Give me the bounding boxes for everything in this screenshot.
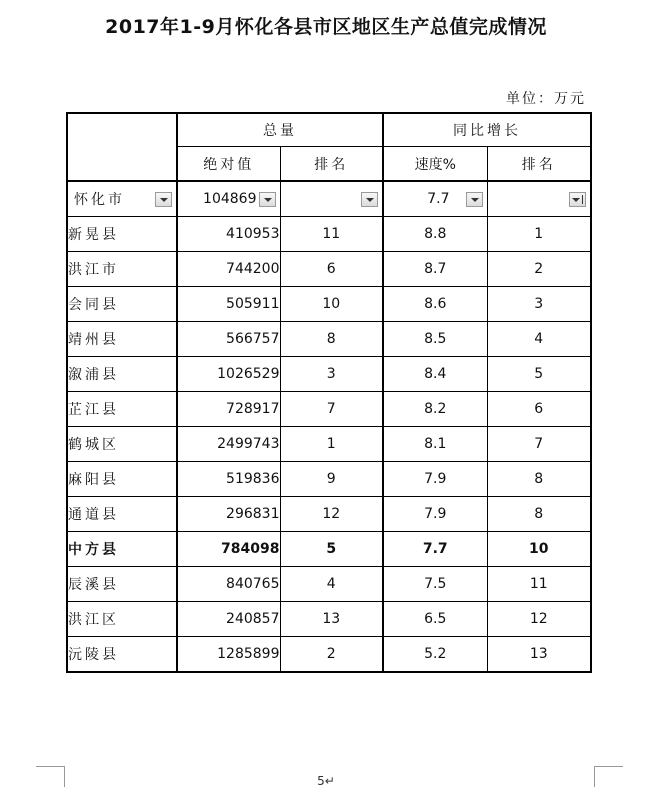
growth-rank: 5 [487,357,591,392]
rank-value: 8 [280,322,383,357]
absolute-value: 1026529 [177,357,280,392]
region-name: 洪江市 [67,252,177,287]
summary-name: 怀化市 [74,192,125,208]
growth-speed: 8.6 [383,287,487,322]
growth-rank: 8 [487,497,591,532]
table-row [67,357,591,392]
table-row [67,217,591,252]
sort-dropdown-icon[interactable] [569,192,586,207]
table-row [67,287,591,322]
rank-value: 11 [280,217,383,252]
summary-rank-cell [280,181,383,217]
region-name: 麻阳县 [67,462,177,497]
absolute-value: 505911 [177,287,280,322]
growth-rank: 3 [487,287,591,322]
header-corner-cell [67,113,177,181]
growth-speed: 8.5 [383,322,487,357]
growth-speed: 8.7 [383,252,487,287]
absolute-value: 566757 [177,322,280,357]
region-name: 芷江县 [67,392,177,427]
absolute-value: 744200 [177,252,280,287]
table-row [67,462,591,497]
absolute-value: 410953 [177,217,280,252]
header-total: 总量 [177,113,383,147]
absolute-value: 784098 [177,532,280,567]
header-rank-growth: 排名 [487,147,591,182]
region-name: 新晃县 [67,217,177,252]
absolute-value: 840765 [177,567,280,602]
growth-speed: 7.7 [383,532,487,567]
region-name: 鹤城区 [67,427,177,462]
table-row [67,427,591,462]
growth-rank: 7 [487,427,591,462]
table-row [67,252,591,287]
table-row [67,602,591,637]
rank-value: 12 [280,497,383,532]
rank-value: 9 [280,462,383,497]
rank-value: 5 [280,532,383,567]
growth-rank: 11 [487,567,591,602]
summary-absolute-cell [177,181,280,217]
summary-speed: 7.7 [427,191,450,207]
header-absolute: 绝对值 [177,147,280,182]
rank-value: 6 [280,252,383,287]
growth-speed: 7.9 [383,462,487,497]
table-row [67,637,591,673]
rank-value: 2 [280,637,383,673]
growth-rank: 1 [487,217,591,252]
growth-speed: 7.5 [383,567,487,602]
table-row [67,392,591,427]
region-name: 沅陵县 [67,637,177,673]
absolute-value: 519836 [177,462,280,497]
filter-dropdown-icon[interactable] [466,192,483,207]
rank-value: 4 [280,567,383,602]
gdp-table [66,112,592,673]
filter-dropdown-icon[interactable] [259,192,276,207]
filter-dropdown-icon[interactable] [361,192,378,207]
page-title: 2017年1-9月怀化各县市区地区生产总值完成情况 [105,16,547,38]
growth-rank: 13 [487,637,591,673]
table-row [67,567,591,602]
filter-dropdown-icon[interactable] [155,192,172,207]
region-name: 辰溪县 [67,567,177,602]
absolute-value: 296831 [177,497,280,532]
header-speed: 速度% [383,147,487,182]
table-row [67,322,591,357]
summary-row [67,181,591,217]
header-growth: 同比增长 [383,113,591,147]
region-name: 洪江区 [67,602,177,637]
growth-speed: 8.8 [383,217,487,252]
region-name: 溆浦县 [67,357,177,392]
unit-label: 单位：万元 [506,91,586,107]
table-row [67,532,591,567]
region-name: 靖州县 [67,322,177,357]
rank-value: 1 [280,427,383,462]
summary-name-cell [67,181,177,217]
growth-rank: 4 [487,322,591,357]
region-name: 会同县 [67,287,177,322]
region-name: 通道县 [67,497,177,532]
growth-speed: 7.9 [383,497,487,532]
rank-value: 10 [280,287,383,322]
growth-rank: 2 [487,252,591,287]
growth-speed: 8.4 [383,357,487,392]
growth-rank: 8 [487,462,591,497]
header-row-1 [67,113,591,147]
summary-speed-cell [383,181,487,217]
absolute-value: 2499743 [177,427,280,462]
page-number: 5↵ [317,774,335,788]
summary-rank-growth-cell [487,181,591,217]
growth-speed: 6.5 [383,602,487,637]
rank-value: 7 [280,392,383,427]
growth-rank: 10 [487,532,591,567]
rank-value: 3 [280,357,383,392]
absolute-value: 728917 [177,392,280,427]
region-name: 中方县 [67,532,177,567]
growth-rank: 12 [487,602,591,637]
header-rank: 排名 [280,147,383,182]
table-row [67,497,591,532]
summary-absolute: 104869 [203,191,257,207]
rank-value: 13 [280,602,383,637]
growth-speed: 5.2 [383,637,487,673]
growth-rank: 6 [487,392,591,427]
growth-speed: 8.2 [383,392,487,427]
growth-speed: 8.1 [383,427,487,462]
absolute-value: 240857 [177,602,280,637]
absolute-value: 1285899 [177,637,280,673]
